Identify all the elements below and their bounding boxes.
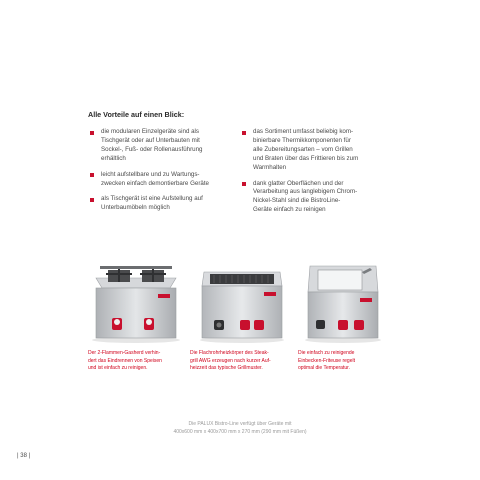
gas-cooker-photo (86, 258, 186, 344)
bullet-list-left (88, 128, 238, 220)
bullet-square-icon (90, 173, 94, 177)
bullet-line: dank glatter Oberflächen und der (253, 179, 344, 187)
bullet-line: Sockel-, Fuß- oder Rollenausführung (101, 145, 203, 153)
caption-steak-grill (190, 350, 290, 373)
bullet-line: als Tischgerät ist eine Aufstellung auf (101, 195, 203, 203)
caption-gas-cooker (88, 350, 188, 373)
list-item (240, 128, 390, 173)
page-number: | 38 | (17, 453, 31, 459)
caption-line: und ist einfach zu reinigen. (88, 365, 148, 372)
footnote (0, 420, 480, 436)
bullet-line: und Braten über das Frittieren bis zum (253, 154, 359, 162)
fryer-photo (302, 262, 384, 344)
section-heading: Alle Vorteile auf einen Blick: (88, 110, 185, 119)
caption-line: dert das Eindrennen von Speisen (88, 357, 162, 364)
bullet-line: Tischgerät oder auf Unterbauten mit (101, 136, 200, 144)
caption-line: heizzeit das typische Grillmuster. (190, 365, 263, 372)
bullet-line: erhältlich (101, 154, 126, 162)
bullet-line: leicht aufstellbare und zu Wartungs- (101, 170, 200, 178)
bullet-line: die modularen Einzelgeräte sind als (101, 128, 200, 135)
bullet-line: binierbare Thermikkomponenten für (253, 136, 351, 144)
caption-line: optimal die Temperatur. (298, 365, 350, 372)
bullet-line: Verarbeitung aus langlebigem Chrom- (253, 188, 358, 196)
caption-line: Einbecken-Friteuse regelt (298, 357, 355, 364)
caption-fryer (298, 350, 398, 373)
bullet-line: Nickel-Stahl sind die BistroLine- (253, 197, 341, 205)
bullet-square-icon (242, 182, 246, 186)
bullet-square-icon (90, 131, 94, 135)
caption-line: Die Flachrohrheizkörper des Steak- (190, 350, 269, 356)
footnote-line: Die PALUX Bistro-Line verfügt über Geräte mit (188, 421, 292, 427)
bullet-line: das Sortiment umfasst beliebig kom- (253, 128, 354, 135)
bullet-line: Warmhalten (253, 163, 287, 171)
bullet-square-icon (90, 198, 94, 202)
list-item (88, 195, 238, 213)
bullet-line: alle Zubereitungsarten – vom Grillen (253, 145, 353, 153)
bullet-line: Unterbaumöbeln möglich (101, 204, 170, 212)
bullet-line: Geräte einfach zu reinigen (253, 206, 326, 214)
caption-line: grill AWG erzeugen nach kurzer Auf- (190, 357, 271, 364)
footnote-line: 400x600 mm x 400x700 mm x 270 mm (290 mm mit Füßen) (173, 429, 307, 435)
list-item (88, 171, 238, 189)
steak-grill-photo (196, 264, 288, 344)
list-item (240, 180, 390, 216)
caption-line: Der 2-Flammen-Gasherd verhin- (88, 350, 161, 356)
caption-line: Die einfach zu reinigende (298, 350, 355, 356)
list-item (88, 128, 238, 164)
bullet-square-icon (242, 131, 246, 135)
bullet-list-right (240, 128, 390, 222)
bullet-line: zwecken einfach demontierbare Geräte (101, 179, 209, 187)
